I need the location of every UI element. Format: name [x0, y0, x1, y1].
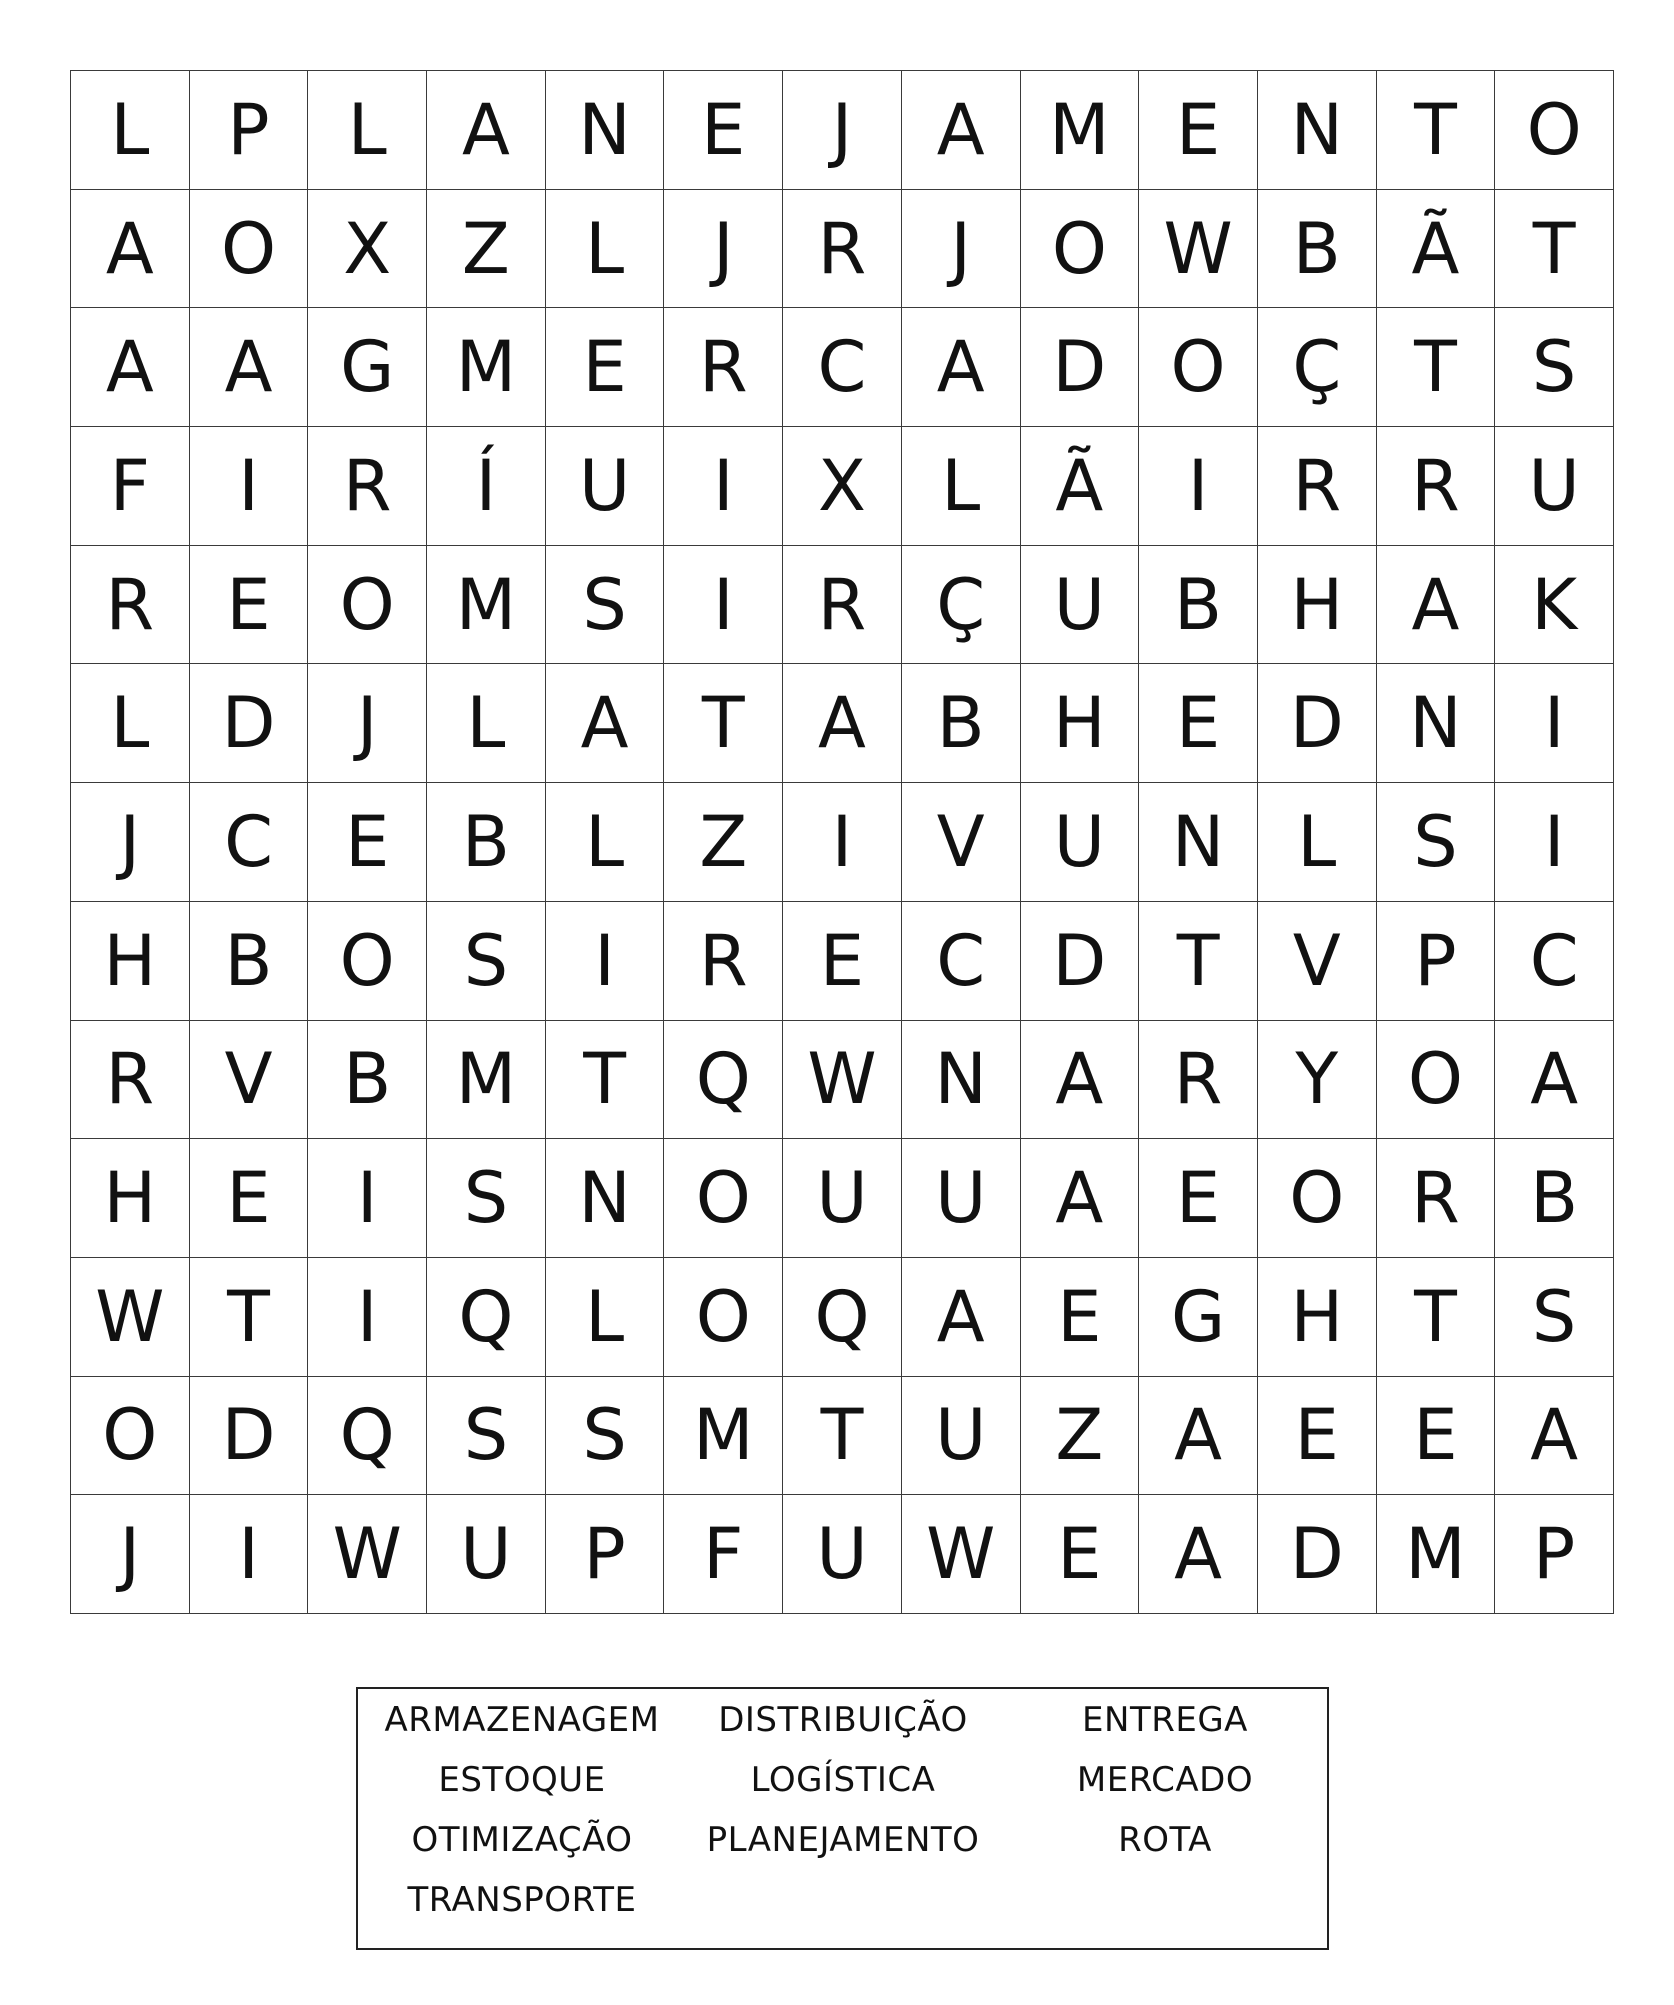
grid-cell[interactable]: A: [783, 664, 902, 783]
grid-cell[interactable]: R: [664, 308, 783, 427]
grid-cell[interactable]: N: [1139, 783, 1258, 902]
grid-cell[interactable]: E: [308, 783, 427, 902]
grid-cell[interactable]: N: [902, 1021, 1021, 1140]
grid-cell[interactable]: E: [1139, 71, 1258, 190]
grid-cell[interactable]: U: [1021, 546, 1140, 665]
grid-cell[interactable]: A: [902, 71, 1021, 190]
grid-cell[interactable]: F: [71, 427, 190, 546]
grid-cell[interactable]: Ã: [1021, 427, 1140, 546]
grid-cell[interactable]: T: [783, 1377, 902, 1496]
grid-cell[interactable]: M: [427, 1021, 546, 1140]
grid-cell[interactable]: T: [1495, 190, 1614, 309]
grid-cell[interactable]: M: [1377, 1495, 1496, 1614]
grid-cell[interactable]: D: [190, 1377, 309, 1496]
grid-cell[interactable]: J: [664, 190, 783, 309]
grid-cell[interactable]: T: [190, 1258, 309, 1377]
grid-cell[interactable]: T: [1377, 1258, 1496, 1377]
grid-cell[interactable]: J: [902, 190, 1021, 309]
grid-cell[interactable]: A: [190, 308, 309, 427]
grid-cell[interactable]: W: [1139, 190, 1258, 309]
grid-cell[interactable]: J: [783, 71, 902, 190]
grid-cell[interactable]: A: [1377, 546, 1496, 665]
word-list-item: PLANEJAMENTO: [706, 1820, 980, 1860]
grid-cell[interactable]: L: [427, 664, 546, 783]
grid-cell[interactable]: A: [427, 71, 546, 190]
grid-cell[interactable]: M: [427, 308, 546, 427]
grid-cell[interactable]: V: [902, 783, 1021, 902]
grid-cell[interactable]: O: [1139, 308, 1258, 427]
grid-cell[interactable]: L: [546, 1258, 665, 1377]
grid-cell[interactable]: M: [664, 1377, 783, 1496]
grid-cell[interactable]: T: [546, 1021, 665, 1140]
grid-cell[interactable]: W: [71, 1258, 190, 1377]
grid-cell[interactable]: B: [1139, 546, 1258, 665]
grid-cell[interactable]: O: [664, 1258, 783, 1377]
grid-cell[interactable]: M: [1021, 71, 1140, 190]
grid-cell[interactable]: R: [71, 1021, 190, 1140]
grid-cell[interactable]: E: [190, 1139, 309, 1258]
grid-cell[interactable]: Ç: [902, 546, 1021, 665]
grid-cell[interactable]: H: [71, 1139, 190, 1258]
grid-cell[interactable]: G: [308, 308, 427, 427]
grid-cell[interactable]: A: [1495, 1021, 1614, 1140]
grid-cell[interactable]: E: [1021, 1495, 1140, 1614]
grid-cell[interactable]: Q: [783, 1258, 902, 1377]
word-search-grid: [70, 70, 1614, 1614]
grid-cell[interactable]: T: [1377, 308, 1496, 427]
grid-cell[interactable]: Ã: [1377, 190, 1496, 309]
grid-cell[interactable]: Q: [427, 1258, 546, 1377]
grid-cell[interactable]: J: [308, 664, 427, 783]
grid-cell[interactable]: L: [71, 664, 190, 783]
grid-cell[interactable]: O: [1258, 1139, 1377, 1258]
grid-cell[interactable]: Z: [664, 783, 783, 902]
grid-cell[interactable]: E: [1139, 1139, 1258, 1258]
grid-cell[interactable]: T: [1139, 902, 1258, 1021]
grid-cell[interactable]: Ç: [1258, 308, 1377, 427]
grid-cell[interactable]: T: [664, 664, 783, 783]
grid-cell[interactable]: R: [1139, 1021, 1258, 1140]
grid-cell[interactable]: S: [1377, 783, 1496, 902]
grid-cell[interactable]: C: [902, 902, 1021, 1021]
word-list-box: [356, 1687, 1329, 1950]
grid-cell[interactable]: L: [546, 190, 665, 309]
grid-cell[interactable]: P: [190, 71, 309, 190]
grid-cell[interactable]: S: [427, 1377, 546, 1496]
grid-cell[interactable]: E: [783, 902, 902, 1021]
grid-cell[interactable]: A: [902, 1258, 1021, 1377]
grid-cell[interactable]: U: [1021, 783, 1140, 902]
grid-cell[interactable]: O: [1021, 190, 1140, 309]
grid-cell[interactable]: C: [1495, 902, 1614, 1021]
word-list-item: DISTRIBUIÇÃO: [718, 1700, 968, 1740]
grid-cell[interactable]: A: [71, 190, 190, 309]
grid-cell[interactable]: P: [1377, 902, 1496, 1021]
grid-cell[interactable]: X: [308, 190, 427, 309]
grid-cell[interactable]: U: [902, 1377, 1021, 1496]
grid-cell[interactable]: R: [1377, 1139, 1496, 1258]
grid-cell[interactable]: D: [190, 664, 309, 783]
grid-cell[interactable]: R: [783, 190, 902, 309]
grid-cell[interactable]: I: [664, 427, 783, 546]
grid-cell[interactable]: V: [190, 1021, 309, 1140]
word-list-item: ROTA: [1118, 1820, 1212, 1860]
grid-cell[interactable]: E: [546, 308, 665, 427]
grid-cell[interactable]: U: [546, 427, 665, 546]
grid-cell[interactable]: I: [1495, 783, 1614, 902]
grid-cell[interactable]: E: [1258, 1377, 1377, 1496]
word-list-item: MERCADO: [1076, 1760, 1254, 1800]
grid-cell[interactable]: N: [546, 71, 665, 190]
grid-cell[interactable]: B: [308, 1021, 427, 1140]
grid-cell[interactable]: B: [190, 902, 309, 1021]
grid-cell[interactable]: N: [1258, 71, 1377, 190]
word-list-item: ENTREGA: [1082, 1700, 1248, 1740]
grid-cell[interactable]: E: [1377, 1377, 1496, 1496]
grid-cell[interactable]: K: [1495, 546, 1614, 665]
grid-cell[interactable]: B: [902, 664, 1021, 783]
grid-cell[interactable]: Z: [427, 190, 546, 309]
grid-cell[interactable]: Í: [427, 427, 546, 546]
grid-cell[interactable]: I: [783, 783, 902, 902]
grid-cell[interactable]: P: [546, 1495, 665, 1614]
grid-cell[interactable]: O: [190, 190, 309, 309]
grid-cell[interactable]: R: [308, 427, 427, 546]
grid-cell[interactable]: I: [308, 1139, 427, 1258]
grid-cell[interactable]: W: [902, 1495, 1021, 1614]
grid-cell[interactable]: U: [902, 1139, 1021, 1258]
grid-cell[interactable]: J: [71, 783, 190, 902]
grid-cell[interactable]: W: [783, 1021, 902, 1140]
grid-cell[interactable]: A: [1139, 1495, 1258, 1614]
grid-cell[interactable]: F: [664, 1495, 783, 1614]
grid-cell[interactable]: A: [1139, 1377, 1258, 1496]
grid-cell[interactable]: L: [308, 71, 427, 190]
grid-cell[interactable]: C: [783, 308, 902, 427]
grid-cell[interactable]: O: [308, 902, 427, 1021]
word-list-item: LOGÍSTICA: [750, 1760, 936, 1800]
grid-cell[interactable]: Z: [1021, 1377, 1140, 1496]
grid-cell[interactable]: B: [1258, 190, 1377, 309]
grid-cell[interactable]: V: [1258, 902, 1377, 1021]
grid-cell[interactable]: A: [71, 308, 190, 427]
grid-cell[interactable]: P: [1495, 1495, 1614, 1614]
grid-cell[interactable]: E: [664, 71, 783, 190]
grid-cell[interactable]: E: [190, 546, 309, 665]
grid-cell[interactable]: S: [427, 1139, 546, 1258]
grid-cell[interactable]: O: [1377, 1021, 1496, 1140]
grid-cell[interactable]: E: [1139, 664, 1258, 783]
grid-cell[interactable]: L: [71, 71, 190, 190]
grid-cell[interactable]: I: [190, 427, 309, 546]
grid-cell[interactable]: A: [1021, 1021, 1140, 1140]
grid-cell[interactable]: A: [546, 664, 665, 783]
grid-cell[interactable]: I: [1139, 427, 1258, 546]
grid-cell[interactable]: I: [546, 902, 665, 1021]
word-list-item: OTIMIZAÇÃO: [411, 1820, 633, 1860]
grid-cell[interactable]: S: [546, 1377, 665, 1496]
word-list-item: ARMAZENAGEM: [384, 1700, 660, 1740]
grid-cell[interactable]: U: [1495, 427, 1614, 546]
grid-cell[interactable]: L: [902, 427, 1021, 546]
grid-cell[interactable]: B: [427, 783, 546, 902]
grid-cell[interactable]: T: [1377, 71, 1496, 190]
grid-cell[interactable]: H: [71, 902, 190, 1021]
grid-cell[interactable]: S: [427, 902, 546, 1021]
grid-cell[interactable]: I: [308, 1258, 427, 1377]
grid-cell[interactable]: A: [1021, 1139, 1140, 1258]
grid-cell[interactable]: E: [1021, 1258, 1140, 1377]
grid-cell[interactable]: G: [1139, 1258, 1258, 1377]
grid-cell[interactable]: O: [664, 1139, 783, 1258]
grid-cell[interactable]: Y: [1258, 1021, 1377, 1140]
grid-cell[interactable]: R: [71, 546, 190, 665]
grid-cell[interactable]: O: [308, 546, 427, 665]
grid-cell[interactable]: Q: [308, 1377, 427, 1496]
grid-cell[interactable]: H: [1258, 1258, 1377, 1377]
grid-cell[interactable]: X: [783, 427, 902, 546]
grid-cell[interactable]: D: [1258, 664, 1377, 783]
grid-cell[interactable]: N: [546, 1139, 665, 1258]
grid-cell[interactable]: A: [902, 308, 1021, 427]
grid-cell[interactable]: I: [664, 546, 783, 665]
grid-cell[interactable]: S: [1495, 308, 1614, 427]
grid-cell[interactable]: S: [546, 546, 665, 665]
word-list-item: ESTOQUE: [438, 1760, 606, 1800]
grid-cell[interactable]: H: [1258, 546, 1377, 665]
grid-cell[interactable]: B: [1495, 1139, 1614, 1258]
grid-cell[interactable]: L: [1258, 783, 1377, 902]
grid-cell[interactable]: S: [1495, 1258, 1614, 1377]
word-list-item: TRANSPORTE: [407, 1880, 637, 1920]
grid-cell[interactable]: J: [71, 1495, 190, 1614]
grid-cell[interactable]: M: [427, 546, 546, 665]
grid-cell[interactable]: Q: [664, 1021, 783, 1140]
grid-cell[interactable]: R: [664, 902, 783, 1021]
grid-cell[interactable]: D: [1258, 1495, 1377, 1614]
grid-cell[interactable]: L: [546, 783, 665, 902]
grid-cell[interactable]: I: [190, 1495, 309, 1614]
grid-cell[interactable]: C: [190, 783, 309, 902]
grid-cell[interactable]: U: [783, 1139, 902, 1258]
grid-cell[interactable]: W: [308, 1495, 427, 1614]
grid-cell[interactable]: R: [783, 546, 902, 665]
grid-cell[interactable]: R: [1377, 427, 1496, 546]
grid-cell[interactable]: D: [1021, 902, 1140, 1021]
grid-cell[interactable]: I: [1495, 664, 1614, 783]
grid-cell[interactable]: N: [1377, 664, 1496, 783]
grid-cell[interactable]: U: [783, 1495, 902, 1614]
grid-cell[interactable]: U: [427, 1495, 546, 1614]
grid-cell[interactable]: H: [1021, 664, 1140, 783]
grid-cell[interactable]: O: [71, 1377, 190, 1496]
grid-cell[interactable]: R: [1258, 427, 1377, 546]
grid-cell[interactable]: D: [1021, 308, 1140, 427]
grid-cell[interactable]: O: [1495, 71, 1614, 190]
grid-cell[interactable]: A: [1495, 1377, 1614, 1496]
